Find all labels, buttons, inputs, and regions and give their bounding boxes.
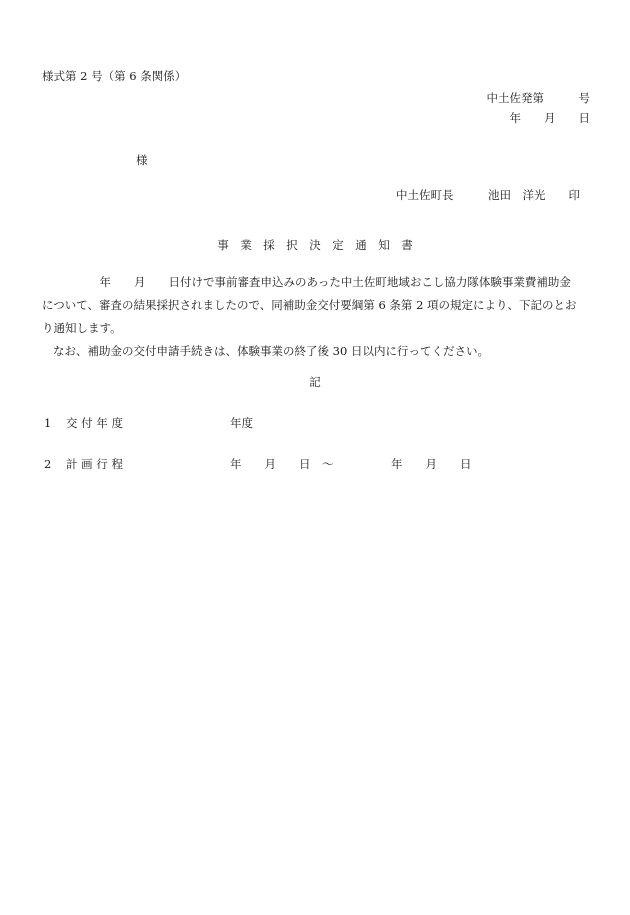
form-number: 様式第 2 号（第 6 条関係） bbox=[42, 69, 187, 83]
sender: 中土佐町長 池田 洋光 印 bbox=[396, 188, 580, 202]
item-label-schedule: 計 画 行 程 bbox=[66, 457, 123, 471]
item-value-schedule: 年 月 日 ～ 年 月 日 bbox=[230, 457, 472, 471]
document-number: 中土佐発第 号 bbox=[486, 91, 590, 105]
body-paragraph-2: なお、補助金の交付申請手続きは、体験事業の終了後 30 日以内に行ってください。 bbox=[53, 344, 489, 358]
body-line-1: 年 月 日付けで事前審査申込みのあった中土佐町地域おこし協力隊体験事業費補助金 bbox=[42, 275, 571, 289]
notice-body bbox=[42, 271, 590, 363]
ki-heading: 記 bbox=[309, 375, 321, 389]
page-title: 事 業 採 択 決 定 通 知 書 bbox=[217, 238, 413, 252]
body-line-2: について、審査の結果採択されましたので、同補助金交付要綱第 6 条第 2 項の規定により、下記のとお bbox=[42, 298, 577, 312]
item-number: 2 bbox=[44, 457, 52, 471]
item-value-fiscal-year: 年度 bbox=[230, 416, 253, 430]
body-line-3: り通知します。 bbox=[42, 321, 122, 335]
addressee: 様 bbox=[136, 153, 148, 167]
document-date: 年 月 日 bbox=[509, 111, 590, 125]
item-label-fiscal-year: 交 付 年 度 bbox=[66, 416, 123, 430]
item-number: 1 bbox=[44, 416, 52, 430]
